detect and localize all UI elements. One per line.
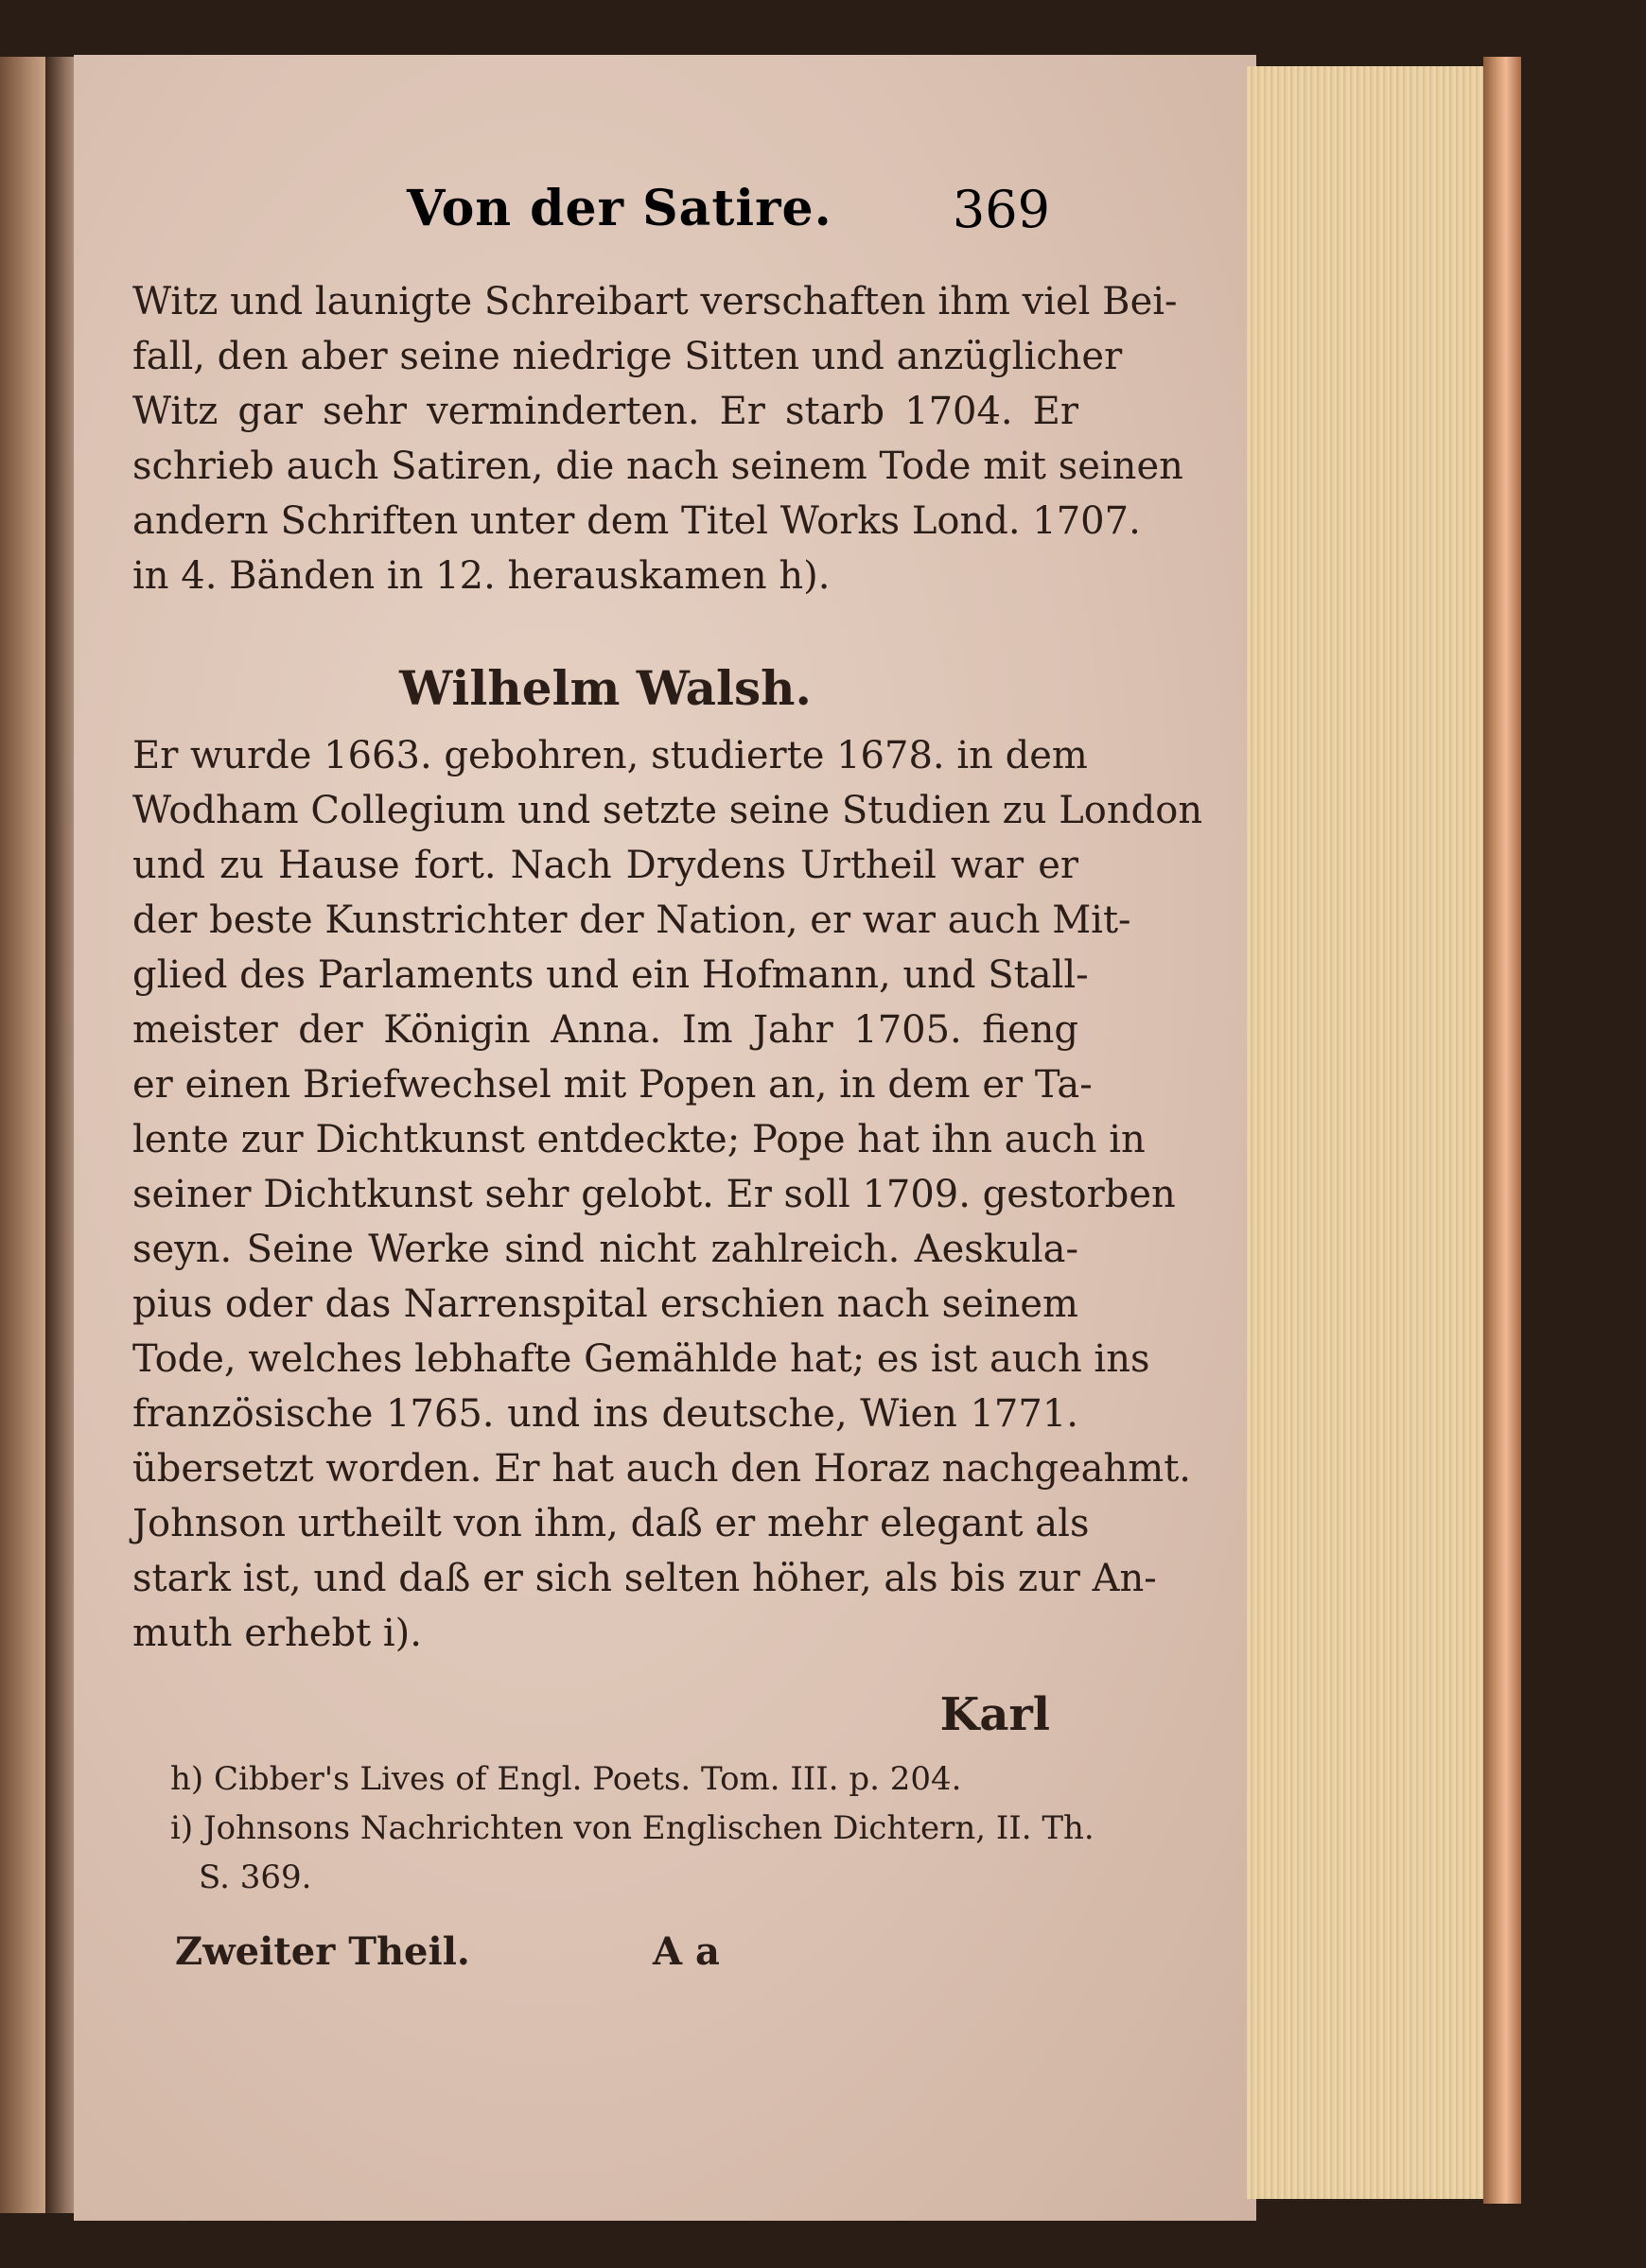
footnote-h: h) Cibber's Lives of Engl. Poets. Tom. III. p. 204. xyxy=(170,1760,962,1798)
signature-mark: A a xyxy=(653,1929,720,1974)
text-line: französische 1765. und ins deutsche, Wien 1771. xyxy=(132,1392,1078,1436)
text-line: und zu Hause fort. Nach Drydens Urtheil war er xyxy=(132,844,1078,887)
text-line: übersetzt worden. Er hat auch den Horaz nachgeahmt. xyxy=(132,1447,1191,1491)
running-header xyxy=(407,180,1069,255)
text-line: glied des Parlaments und ein Hofmann, und Stall- xyxy=(132,953,1089,997)
text-line: Tode, welches lebhafte Gemählde hat; es ist auch ins xyxy=(132,1337,1150,1381)
footnotes xyxy=(170,1754,1094,1902)
text-line: er einen Briefwechsel mit Popen an, in dem er Ta- xyxy=(132,1063,1093,1107)
text-line: der beste Kunstrichter der Nation, er war auch Mit- xyxy=(132,898,1131,942)
text-line: muth erhebt i). xyxy=(132,1612,422,1655)
book-cover-edge xyxy=(1483,57,1521,2204)
text-line: seiner Dichtkunst sehr gelobt. Er soll 1709. gestorben xyxy=(132,1173,1176,1216)
volume-signature: Zweiter Theil. xyxy=(175,1929,470,1974)
text-line: pius oder das Narrenspital erschien nach seinem xyxy=(132,1282,1078,1326)
footnote-i-continued: S. 369. xyxy=(199,1858,312,1896)
page-fore-edge xyxy=(1247,66,1491,2199)
text-line: meister der Königin Anna. Im Jahr 1705. fieng xyxy=(132,1008,1078,1052)
footnote-i: i) Johnsons Nachrichten von Englischen Dichtern, II. Th. xyxy=(170,1809,1094,1847)
paragraph-walsh xyxy=(132,728,1203,1661)
text-line: Witz gar sehr verminderten. Er starb 1704. Er xyxy=(132,390,1078,433)
text-line: in 4. Bänden in 12. herauskamen h). xyxy=(132,554,831,598)
text-line: Er wurde 1663. gebohren, studierte 1678. in dem xyxy=(132,734,1088,777)
text-line: lente zur Dichtkunst entdeckte; Pope hat ihn auch in xyxy=(132,1118,1146,1161)
text-line: Wodham Collegium und setzte seine Studien zu London xyxy=(132,789,1203,832)
text-line: Witz und launigte Schreibart verschaften ihm viel Bei- xyxy=(132,280,1178,323)
running-title: Von der Satire. xyxy=(407,180,832,237)
text-line: Johnson urtheilt von ihm, daß er mehr elegant als xyxy=(132,1502,1090,1545)
text-line: schrieb auch Satiren, die nach seinem Tode mit seinen xyxy=(132,445,1183,488)
text-line: stark ist, und daß er sich selten höher, als bis zur An- xyxy=(132,1557,1157,1600)
text-line: seyn. Seine Werke sind nicht zahlreich. Aeskula- xyxy=(132,1228,1078,1271)
catchword: Karl xyxy=(939,1688,1050,1741)
text-line: fall, den aber seine niedrige Sitten und anzüglicher xyxy=(132,335,1123,378)
paragraph-continued xyxy=(132,274,1183,603)
page-number: 369 xyxy=(952,180,1050,239)
section-heading: Wilhelm Walsh. xyxy=(399,660,812,716)
text-line: andern Schriften unter dem Titel Works Lond. 1707. xyxy=(132,499,1141,543)
